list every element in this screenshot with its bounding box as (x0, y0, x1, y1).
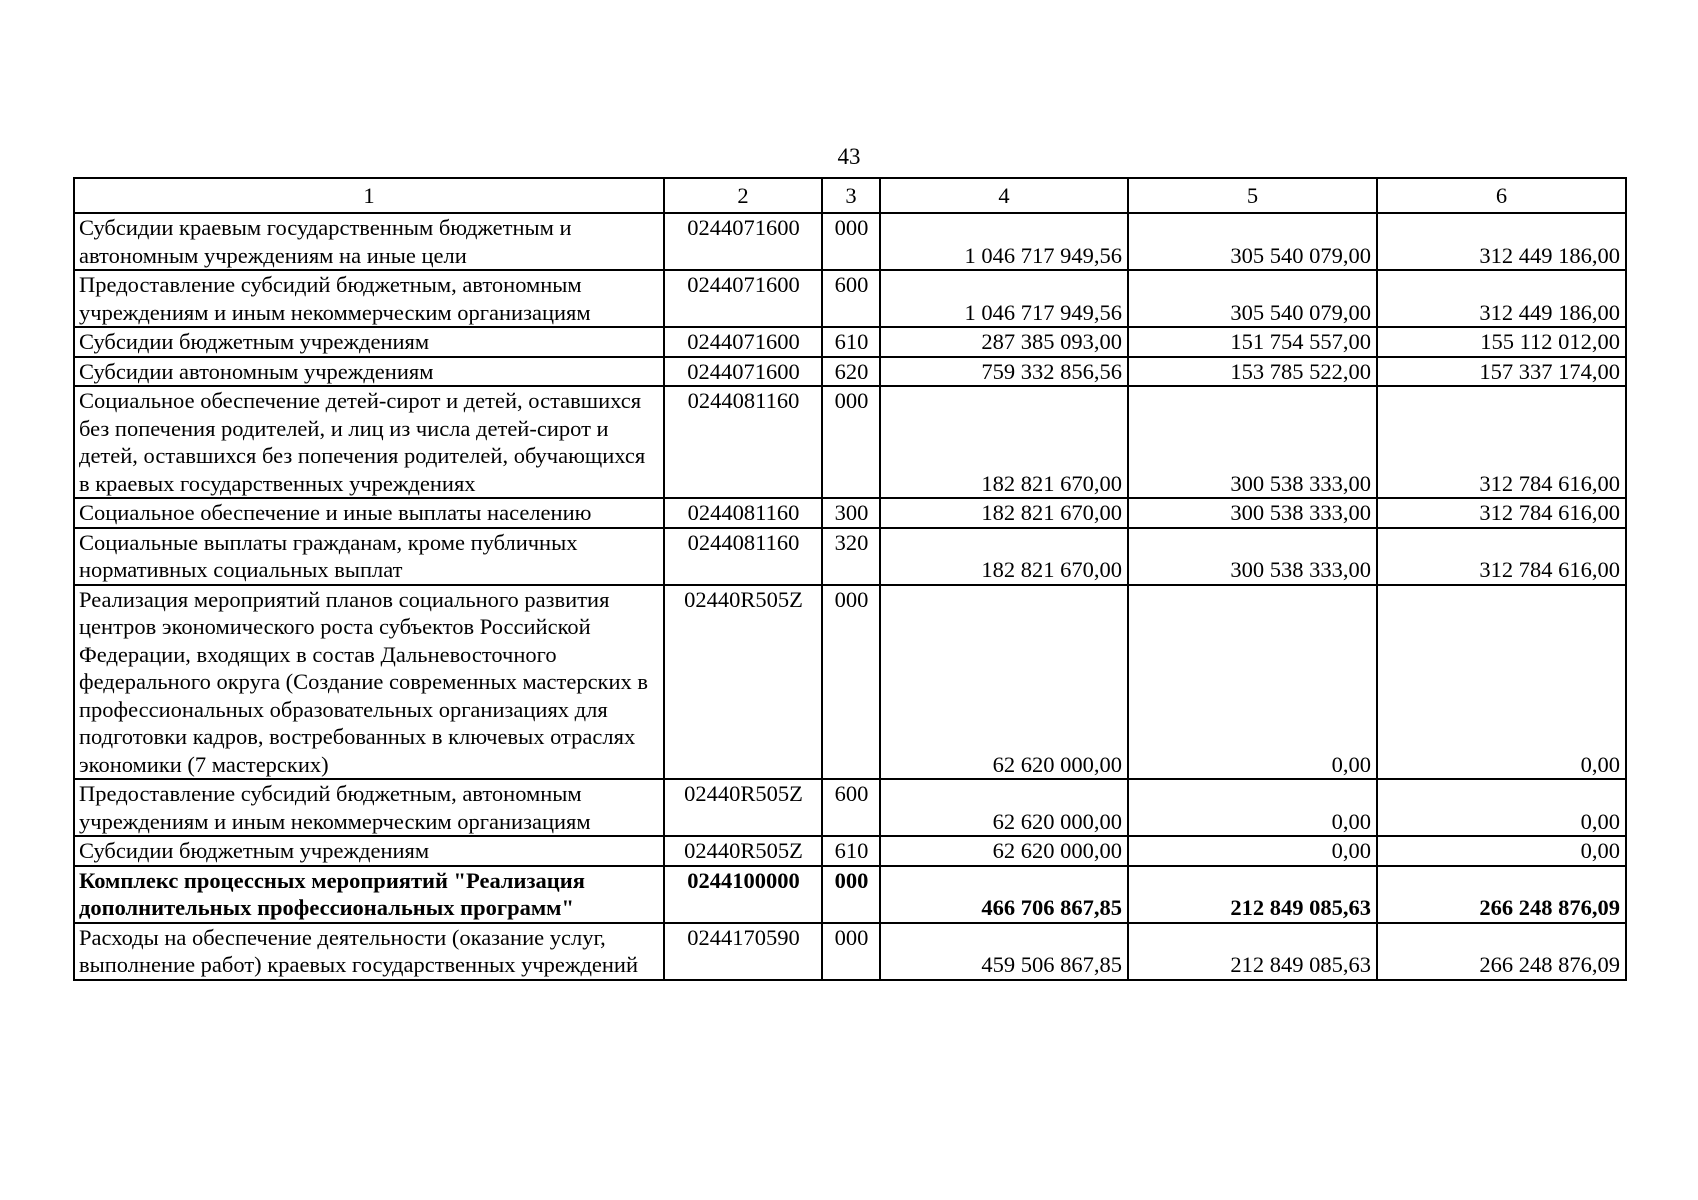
page-number: 43 (837, 144, 861, 169)
row-description: Субсидии бюджетным учреждениям (74, 327, 664, 357)
target-article-code: 0244071600 (664, 327, 822, 357)
column-number-row (74, 178, 1626, 213)
target-article-code: 02440R505Z (664, 585, 822, 780)
amount-col-4: 287 385 093,00 (880, 327, 1128, 357)
amount-col-4: 466 706 867,85 (880, 866, 1128, 923)
target-article-code: 02440R505Z (664, 779, 822, 836)
table-row (74, 528, 1626, 585)
amount-col-4: 182 821 670,00 (880, 528, 1128, 585)
expense-type-code: 620 (822, 357, 880, 387)
expense-type-code: 000 (822, 923, 880, 980)
amount-col-5: 153 785 522,00 (1128, 357, 1377, 387)
amount-col-4: 62 620 000,00 (880, 836, 1128, 866)
table-row (74, 270, 1626, 327)
column-header: 6 (1377, 178, 1626, 213)
table-row-bold (74, 866, 1626, 923)
amount-col-5: 0,00 (1128, 836, 1377, 866)
table-row (74, 386, 1626, 498)
amount-col-4: 182 821 670,00 (880, 498, 1128, 528)
amount-col-4: 1 046 717 949,56 (880, 213, 1128, 270)
amount-col-6: 155 112 012,00 (1377, 327, 1626, 357)
target-article-code: 0244081160 (664, 498, 822, 528)
row-description: Социальное обеспечение детей-сирот и детей, оставшихся без попечения родителей, и лиц из числа детей-сирот и детей, оставшихся без попечения родителей, обучающихся в краевых государственных учреждениях (74, 386, 664, 498)
table-row (74, 779, 1626, 836)
expense-type-code: 610 (822, 327, 880, 357)
amount-col-6: 312 784 616,00 (1377, 498, 1626, 528)
amount-col-4: 759 332 856,56 (880, 357, 1128, 387)
row-description: Субсидии автономным учреждениям (74, 357, 664, 387)
column-header: 3 (822, 178, 880, 213)
amount-col-5: 0,00 (1128, 779, 1377, 836)
amount-col-4: 62 620 000,00 (880, 585, 1128, 780)
amount-col-5: 151 754 557,00 (1128, 327, 1377, 357)
target-article-code: 0244100000 (664, 866, 822, 923)
table-row (74, 213, 1626, 270)
amount-col-6: 266 248 876,09 (1377, 866, 1626, 923)
amount-col-6: 312 784 616,00 (1377, 528, 1626, 585)
expense-type-code: 000 (822, 213, 880, 270)
target-article-code: 02440R505Z (664, 836, 822, 866)
amount-col-5: 212 849 085,63 (1128, 923, 1377, 980)
amount-col-6: 312 784 616,00 (1377, 386, 1626, 498)
amount-col-5: 300 538 333,00 (1128, 528, 1377, 585)
expense-type-code: 000 (822, 386, 880, 498)
amount-col-4: 62 620 000,00 (880, 779, 1128, 836)
table-row (74, 836, 1626, 866)
target-article-code: 0244170590 (664, 923, 822, 980)
amount-col-6: 0,00 (1377, 779, 1626, 836)
budget-table (73, 177, 1627, 981)
amount-col-4: 1 046 717 949,56 (880, 270, 1128, 327)
column-header: 5 (1128, 178, 1377, 213)
row-description: Комплекс процессных мероприятий "Реализация дополнительных профессиональных программ" (74, 866, 664, 923)
table-row (74, 327, 1626, 357)
row-description: Социальное обеспечение и иные выплаты населению (74, 498, 664, 528)
amount-col-6: 0,00 (1377, 585, 1626, 780)
row-description: Расходы на обеспечение деятельности (оказание услуг, выполнение работ) краевых государственных учреждений (74, 923, 664, 980)
amount-col-6: 0,00 (1377, 836, 1626, 866)
row-description: Субсидии бюджетным учреждениям (74, 836, 664, 866)
table-row (74, 498, 1626, 528)
expense-type-code: 000 (822, 866, 880, 923)
row-description: Субсидии краевым государственным бюджетным и автономным учреждениям на иные цели (74, 213, 664, 270)
row-description: Предоставление субсидий бюджетным, автономным учреждениям и иным некоммерческим организациям (74, 270, 664, 327)
target-article-code: 0244081160 (664, 386, 822, 498)
table-row (74, 585, 1626, 780)
amount-col-5: 300 538 333,00 (1128, 498, 1377, 528)
row-description: Реализация мероприятий планов социального развития центров экономического роста субъектов Российской Федерации, входящих в состав Дальневосточного федерального округа (Создание современных мастерских в профессиональных образовательных организациях для подготовки кадров, востребованных в ключевых отраслях экономики (7 мастерских) (74, 585, 664, 780)
amount-col-5: 305 540 079,00 (1128, 213, 1377, 270)
column-header: 1 (74, 178, 664, 213)
amount-col-6: 312 449 186,00 (1377, 270, 1626, 327)
target-article-code: 0244071600 (664, 357, 822, 387)
expense-type-code: 000 (822, 585, 880, 780)
row-description: Предоставление субсидий бюджетным, автономным учреждениям и иным некоммерческим организациям (74, 779, 664, 836)
table-row (74, 357, 1626, 387)
column-header: 2 (664, 178, 822, 213)
row-description: Социальные выплаты гражданам, кроме публичных нормативных социальных выплат (74, 528, 664, 585)
expense-type-code: 600 (822, 779, 880, 836)
amount-col-5: 212 849 085,63 (1128, 866, 1377, 923)
amount-col-6: 157 337 174,00 (1377, 357, 1626, 387)
amount-col-6: 312 449 186,00 (1377, 213, 1626, 270)
amount-col-5: 305 540 079,00 (1128, 270, 1377, 327)
amount-col-5: 0,00 (1128, 585, 1377, 780)
amount-col-5: 300 538 333,00 (1128, 386, 1377, 498)
expense-type-code: 610 (822, 836, 880, 866)
expense-type-code: 300 (822, 498, 880, 528)
expense-type-code: 600 (822, 270, 880, 327)
target-article-code: 0244071600 (664, 270, 822, 327)
target-article-code: 0244071600 (664, 213, 822, 270)
expense-type-code: 320 (822, 528, 880, 585)
amount-col-4: 459 506 867,85 (880, 923, 1128, 980)
table-row (74, 923, 1626, 980)
amount-col-4: 182 821 670,00 (880, 386, 1128, 498)
amount-col-6: 266 248 876,09 (1377, 923, 1626, 980)
column-header: 4 (880, 178, 1128, 213)
target-article-code: 0244081160 (664, 528, 822, 585)
